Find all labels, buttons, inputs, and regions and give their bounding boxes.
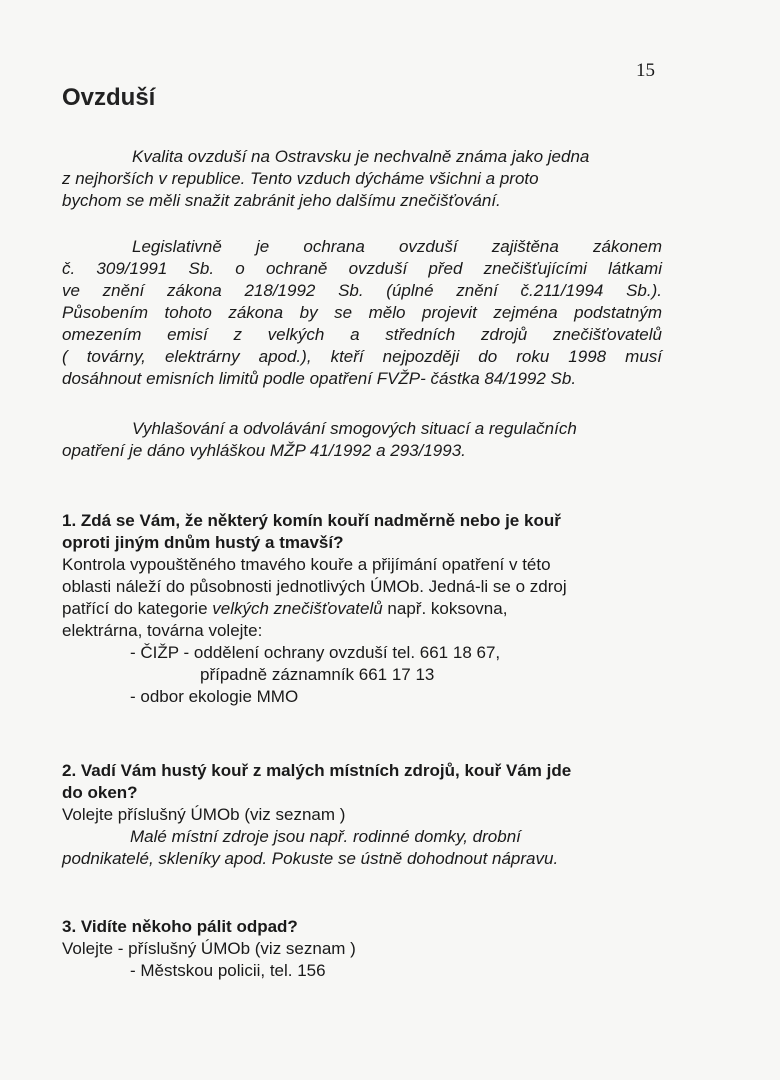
text-fragment: např. koksovna, [382,599,508,618]
question-1 [62,510,662,708]
question-1-heading: 1. Zdá se Vám, že některý komín kouří nadměrně nebo je kouř [62,511,561,530]
option-umob: - příslušný ÚMOb (viz seznam ) [117,939,356,958]
emphasis-text: velkých znečišťovatelů [212,599,383,618]
smog-paragraph [62,418,662,462]
question-1-text: oblasti náleží do působnosti jednotlivých ÚMOb. Jedná-li se o zdroj [62,577,567,596]
smog-line: opatření je dáno vyhláškou MŽP 41/1992 a 293/1993. [62,441,466,460]
option-city-police: - Městskou policii, tel. 156 [130,961,326,980]
call-label: Volejte [62,939,114,958]
question-3 [62,916,662,982]
legislation-line: Působením tohoto zákona by se mělo projevit zejména podstatným [62,303,662,322]
question-3-heading: 3. Vidíte někoho pálit odpad? [62,917,298,936]
legislation-line: č. 309/1991 Sb. o ochraně ovzduší před znečišťujícími látkami [62,259,662,278]
contact-cizp: - ČIŽP - oddělení ochrany ovzduší tel. 661 18 67, [130,643,501,662]
question-1-heading: oproti jiným dnům hustý a tmavší? [62,533,344,552]
intro-line: Kvalita ovzduší na Ostravsku je nechvalně známa jako jedna [132,147,590,166]
question-2 [62,760,662,870]
legislation-paragraph [62,236,662,390]
question-2-text: Volejte příslušný ÚMOb (viz seznam ) [62,805,346,824]
intro-line: bychom se měli snažit zabránit jeho dalšímu znečišťování. [62,191,501,210]
question-1-text [62,598,662,620]
question-1-text: Kontrola vypouštěného tmavého kouře a přijímání opatření v této [62,555,551,574]
page-number: 15 [636,60,655,81]
question-1-text: elektrárna, továrna volejte: [62,621,263,640]
contact-ecology-department: - odbor ekologie MMO [130,687,299,706]
page-title: Ovzduší [62,84,156,111]
question-2-heading: do oken? [62,783,138,802]
legislation-line: dosáhnout emisních limitů podle opatření FVŽP- částka 84/1992 Sb. [62,369,577,388]
contact-cizp-answering-machine: případně záznamník 661 17 13 [200,665,435,684]
legislation-line: ( továrny, elektrárny apod.), kteří nejpozději do roku 1998 musí [62,347,662,366]
question-2-heading: 2. Vadí Vám hustý kouř z malých místních zdrojů, kouř Vám jde [62,761,572,780]
intro-line: z nejhorších v republice. Tento vzduch dýcháme všichni a proto [62,169,539,188]
text-fragment: patřící do kategorie [62,599,213,618]
question-2-note: Malé místní zdroje jsou např. rodinné domky, drobní [130,827,521,846]
intro-paragraph [62,146,662,212]
legislation-line: omezením emisí z velkých a středních zdrojů znečišťovatelů [62,325,662,344]
question-3-option [62,938,662,960]
question-2-note: podnikatelé, skleníky apod. Pokuste se ústně dohodnout nápravu. [62,849,559,868]
smog-line: Vyhlašování a odvolávání smogových situací a regulačních [132,419,577,438]
legislation-line: Legislativně je ochrana ovzduší zajištěna zákonem [132,237,662,256]
legislation-line: ve znění zákona 218/1992 Sb. (úplné znění č.211/1994 Sb.). [62,281,662,300]
